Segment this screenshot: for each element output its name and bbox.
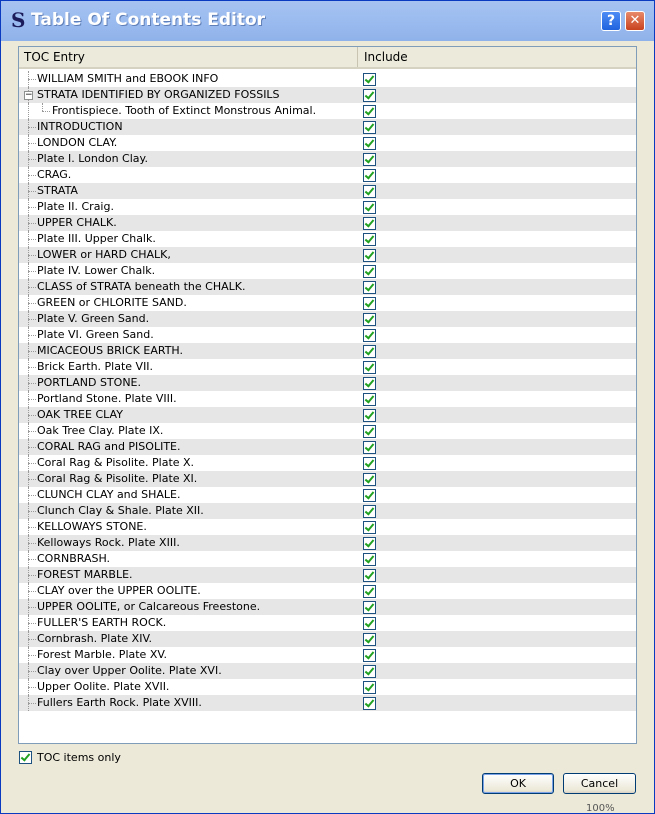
column-header-toc-entry[interactable]: TOC Entry xyxy=(19,47,358,67)
table-row[interactable] xyxy=(19,103,636,119)
tree-branch xyxy=(28,527,36,528)
toc-entry-label[interactable]: Cornbrash. Plate XIV. xyxy=(37,632,153,645)
table-row[interactable] xyxy=(19,327,636,343)
tree-branch xyxy=(28,415,36,416)
table-row[interactable] xyxy=(19,295,636,311)
include-checkbox[interactable] xyxy=(363,521,376,534)
toc-entry-label[interactable]: Fullers Earth Rock. Plate XVIII. xyxy=(37,696,202,709)
tree-branch xyxy=(28,431,36,432)
tree-branch xyxy=(28,319,36,320)
tree-branch xyxy=(28,159,36,160)
background-zoom-fragment: 100% xyxy=(586,803,615,814)
include-checkbox[interactable] xyxy=(363,537,376,550)
tree-branch xyxy=(28,639,36,640)
table-row[interactable] xyxy=(19,647,636,663)
toc-entry-label[interactable]: GREEN or CHLORITE SAND. xyxy=(37,296,187,309)
toc-table xyxy=(18,46,637,744)
tree-branch xyxy=(28,687,36,688)
table-row[interactable] xyxy=(19,343,636,359)
include-checkbox[interactable] xyxy=(363,249,376,262)
tree-line xyxy=(28,103,29,119)
table-row[interactable] xyxy=(19,615,636,631)
title-bar[interactable] xyxy=(1,1,654,41)
tree-branch xyxy=(28,207,36,208)
toc-entry-label[interactable]: Brick Earth. Plate VII. xyxy=(37,360,154,373)
toc-entry-label[interactable]: Clunch Clay & Shale. Plate XII. xyxy=(37,504,204,517)
include-checkbox[interactable] xyxy=(363,649,376,662)
toc-entry-label[interactable]: Kelloways Rock. Plate XIII. xyxy=(37,536,180,549)
tree-branch xyxy=(28,351,36,352)
include-checkbox[interactable] xyxy=(363,361,376,374)
tree-branch xyxy=(28,703,36,704)
toc-items-only-label: TOC items only xyxy=(37,751,121,764)
toc-entry-label[interactable]: Plate III. Upper Chalk. xyxy=(37,232,156,245)
include-checkbox[interactable] xyxy=(363,441,376,454)
app-logo-icon: S xyxy=(11,8,26,32)
table-row[interactable] xyxy=(19,407,636,423)
include-checkbox[interactable] xyxy=(363,233,376,246)
include-checkbox[interactable] xyxy=(363,329,376,342)
toc-entry-label[interactable]: CLASS of STRATA beneath the CHALK. xyxy=(37,280,246,293)
table-row[interactable] xyxy=(19,311,636,327)
table-row[interactable] xyxy=(19,215,636,231)
table-row[interactable] xyxy=(19,695,636,711)
include-checkbox[interactable] xyxy=(363,681,376,694)
include-checkbox[interactable] xyxy=(363,601,376,614)
toc-items-only-checkbox[interactable] xyxy=(19,751,32,764)
table-row[interactable] xyxy=(19,455,636,471)
table-row[interactable] xyxy=(19,487,636,503)
toc-entry-label[interactable]: OAK TREE CLAY xyxy=(37,408,123,421)
include-checkbox[interactable] xyxy=(363,617,376,630)
include-checkbox[interactable] xyxy=(363,121,376,134)
toc-entry-label[interactable]: Clay over Upper Oolite. Plate XVI. xyxy=(37,664,222,677)
window-title: Table Of Contents Editor xyxy=(31,10,266,30)
table-body xyxy=(19,71,636,711)
include-checkbox[interactable] xyxy=(363,457,376,470)
include-checkbox[interactable] xyxy=(363,345,376,358)
table-row[interactable] xyxy=(19,567,636,583)
toc-entry-label[interactable]: Oak Tree Clay. Plate IX. xyxy=(37,424,164,437)
toc-entry-label[interactable]: Plate II. Craig. xyxy=(37,200,114,213)
table-row[interactable] xyxy=(19,599,636,615)
toc-entry-label[interactable]: Plate I. London Clay. xyxy=(37,152,148,165)
include-checkbox[interactable] xyxy=(363,665,376,678)
toc-entry-label[interactable]: Portland Stone. Plate VIII. xyxy=(37,392,177,405)
toc-entry-label[interactable]: Frontispiece. Tooth of Extinct Monstrous Animal. xyxy=(52,104,317,117)
table-row[interactable] xyxy=(19,663,636,679)
include-checkbox[interactable] xyxy=(363,553,376,566)
close-button[interactable]: ✕ xyxy=(625,11,645,31)
tree-branch xyxy=(28,191,36,192)
include-checkbox[interactable] xyxy=(363,697,376,710)
tree-branch xyxy=(28,623,36,624)
include-checkbox[interactable] xyxy=(363,105,376,118)
toc-entry-label[interactable]: PORTLAND STONE. xyxy=(37,376,141,389)
table-header xyxy=(19,47,636,69)
toc-entry-label[interactable]: UPPER CHALK. xyxy=(37,216,117,229)
include-checkbox[interactable] xyxy=(363,281,376,294)
include-checkbox[interactable] xyxy=(363,505,376,518)
tree-branch xyxy=(28,143,36,144)
include-checkbox[interactable] xyxy=(363,585,376,598)
column-header-include[interactable]: Include xyxy=(364,50,408,64)
include-checkbox[interactable] xyxy=(363,425,376,438)
toc-entry-label[interactable]: FOREST MARBLE. xyxy=(37,568,133,581)
toc-entry-label[interactable]: Plate V. Green Sand. xyxy=(37,312,150,325)
table-row[interactable] xyxy=(19,551,636,567)
tree-branch xyxy=(28,479,36,480)
table-row[interactable] xyxy=(19,87,636,103)
toc-entry-label[interactable]: INTRODUCTION xyxy=(37,120,123,133)
tree-line xyxy=(42,103,43,111)
tree-branch xyxy=(28,671,36,672)
toc-entry-label[interactable]: CORNBRASH. xyxy=(37,552,111,565)
toc-entry-label[interactable]: LONDON CLAY. xyxy=(37,136,118,149)
table-row[interactable] xyxy=(19,439,636,455)
tree-branch xyxy=(28,335,36,336)
include-checkbox[interactable] xyxy=(363,489,376,502)
toc-entry-label[interactable]: Forest Marble. Plate XV. xyxy=(37,648,167,661)
table-row[interactable] xyxy=(19,151,636,167)
tree-branch xyxy=(28,255,36,256)
table-row[interactable] xyxy=(19,423,636,439)
table-row[interactable] xyxy=(19,631,636,647)
include-checkbox[interactable] xyxy=(363,297,376,310)
tree-branch xyxy=(28,495,36,496)
tree-branch xyxy=(28,607,36,608)
toc-entry-label[interactable]: CORAL RAG and PISOLITE. xyxy=(37,440,181,453)
tree-branch xyxy=(28,575,36,576)
toc-entry-label[interactable]: Plate IV. Lower Chalk. xyxy=(37,264,156,277)
table-row[interactable] xyxy=(19,71,636,87)
toc-entry-label[interactable]: MICACEOUS BRICK EARTH. xyxy=(37,344,184,357)
tree-branch xyxy=(28,383,36,384)
table-row[interactable] xyxy=(19,263,636,279)
toc-entry-label[interactable]: Upper Oolite. Plate XVII. xyxy=(37,680,170,693)
table-row[interactable] xyxy=(19,279,636,295)
tree-branch xyxy=(28,463,36,464)
table-row[interactable] xyxy=(19,167,636,183)
tree-branch xyxy=(28,127,36,128)
include-checkbox[interactable] xyxy=(363,153,376,166)
include-checkbox[interactable] xyxy=(363,393,376,406)
include-checkbox[interactable] xyxy=(363,137,376,150)
tree-branch xyxy=(28,271,36,272)
table-row[interactable] xyxy=(19,503,636,519)
include-checkbox[interactable] xyxy=(363,185,376,198)
table-row[interactable] xyxy=(19,199,636,215)
tree-branch xyxy=(28,175,36,176)
include-checkbox[interactable] xyxy=(363,169,376,182)
table-row[interactable] xyxy=(19,183,636,199)
include-checkbox[interactable] xyxy=(363,201,376,214)
toc-entry-label[interactable]: KELLOWAYS STONE. xyxy=(37,520,147,533)
toc-entry-label[interactable]: Coral Rag & Pisolite. Plate XI. xyxy=(37,472,198,485)
tree-branch xyxy=(28,543,36,544)
tree-branch xyxy=(28,239,36,240)
help-button[interactable]: ? xyxy=(601,11,621,31)
table-row[interactable] xyxy=(19,231,636,247)
toc-entry-label[interactable]: Plate VI. Green Sand. xyxy=(37,328,154,341)
include-checkbox[interactable] xyxy=(363,569,376,582)
table-row[interactable] xyxy=(19,375,636,391)
table-row[interactable] xyxy=(19,119,636,135)
table-row[interactable] xyxy=(19,359,636,375)
include-checkbox[interactable] xyxy=(363,313,376,326)
tree-branch xyxy=(28,447,36,448)
toc-entry-label[interactable]: Coral Rag & Pisolite. Plate X. xyxy=(37,456,195,469)
ok-button[interactable]: OK xyxy=(482,773,554,794)
table-row[interactable] xyxy=(19,247,636,263)
toc-entry-label[interactable]: UPPER OOLITE, or Calcareous Freestone. xyxy=(37,600,261,613)
tree-branch xyxy=(28,287,36,288)
table-row[interactable] xyxy=(19,519,636,535)
tree-branch xyxy=(42,111,50,112)
include-checkbox[interactable] xyxy=(363,89,376,102)
include-checkbox[interactable] xyxy=(363,409,376,422)
table-row[interactable] xyxy=(19,679,636,695)
toc-entry-label[interactable]: FULLER'S EARTH ROCK. xyxy=(37,616,167,629)
toc-entry-label[interactable]: CLUNCH CLAY and SHALE. xyxy=(37,488,181,501)
tree-branch xyxy=(28,303,36,304)
toc-entry-label[interactable]: CRAG. xyxy=(37,168,72,181)
toc-entry-label[interactable]: LOWER or HARD CHALK, xyxy=(37,248,171,261)
tree-branch xyxy=(28,367,36,368)
cancel-button[interactable]: Cancel xyxy=(563,773,636,794)
table-row[interactable] xyxy=(19,471,636,487)
include-checkbox[interactable] xyxy=(363,217,376,230)
include-checkbox[interactable] xyxy=(363,633,376,646)
toc-entry-label[interactable]: STRATA xyxy=(37,184,78,197)
table-row[interactable] xyxy=(19,583,636,599)
include-checkbox[interactable] xyxy=(363,265,376,278)
include-checkbox[interactable] xyxy=(363,377,376,390)
tree-branch xyxy=(28,655,36,656)
include-checkbox[interactable] xyxy=(363,473,376,486)
include-checkbox[interactable] xyxy=(363,73,376,86)
tree-branch xyxy=(28,511,36,512)
collapse-toggle-icon[interactable]: − xyxy=(25,90,33,100)
tree-branch xyxy=(28,559,36,560)
toc-entry-label[interactable]: CLAY over the UPPER OOLITE. xyxy=(37,584,201,597)
table-row[interactable] xyxy=(19,535,636,551)
toc-entry-label[interactable]: WILLIAM SMITH and EBOOK INFO xyxy=(37,72,219,85)
table-row[interactable] xyxy=(19,391,636,407)
tree-branch xyxy=(28,79,36,80)
table-row[interactable] xyxy=(19,135,636,151)
tree-branch xyxy=(28,399,36,400)
toc-entry-label[interactable]: STRATA IDENTIFIED BY ORGANIZED FOSSILS xyxy=(37,88,280,101)
tree-branch xyxy=(28,223,36,224)
tree-branch xyxy=(28,591,36,592)
